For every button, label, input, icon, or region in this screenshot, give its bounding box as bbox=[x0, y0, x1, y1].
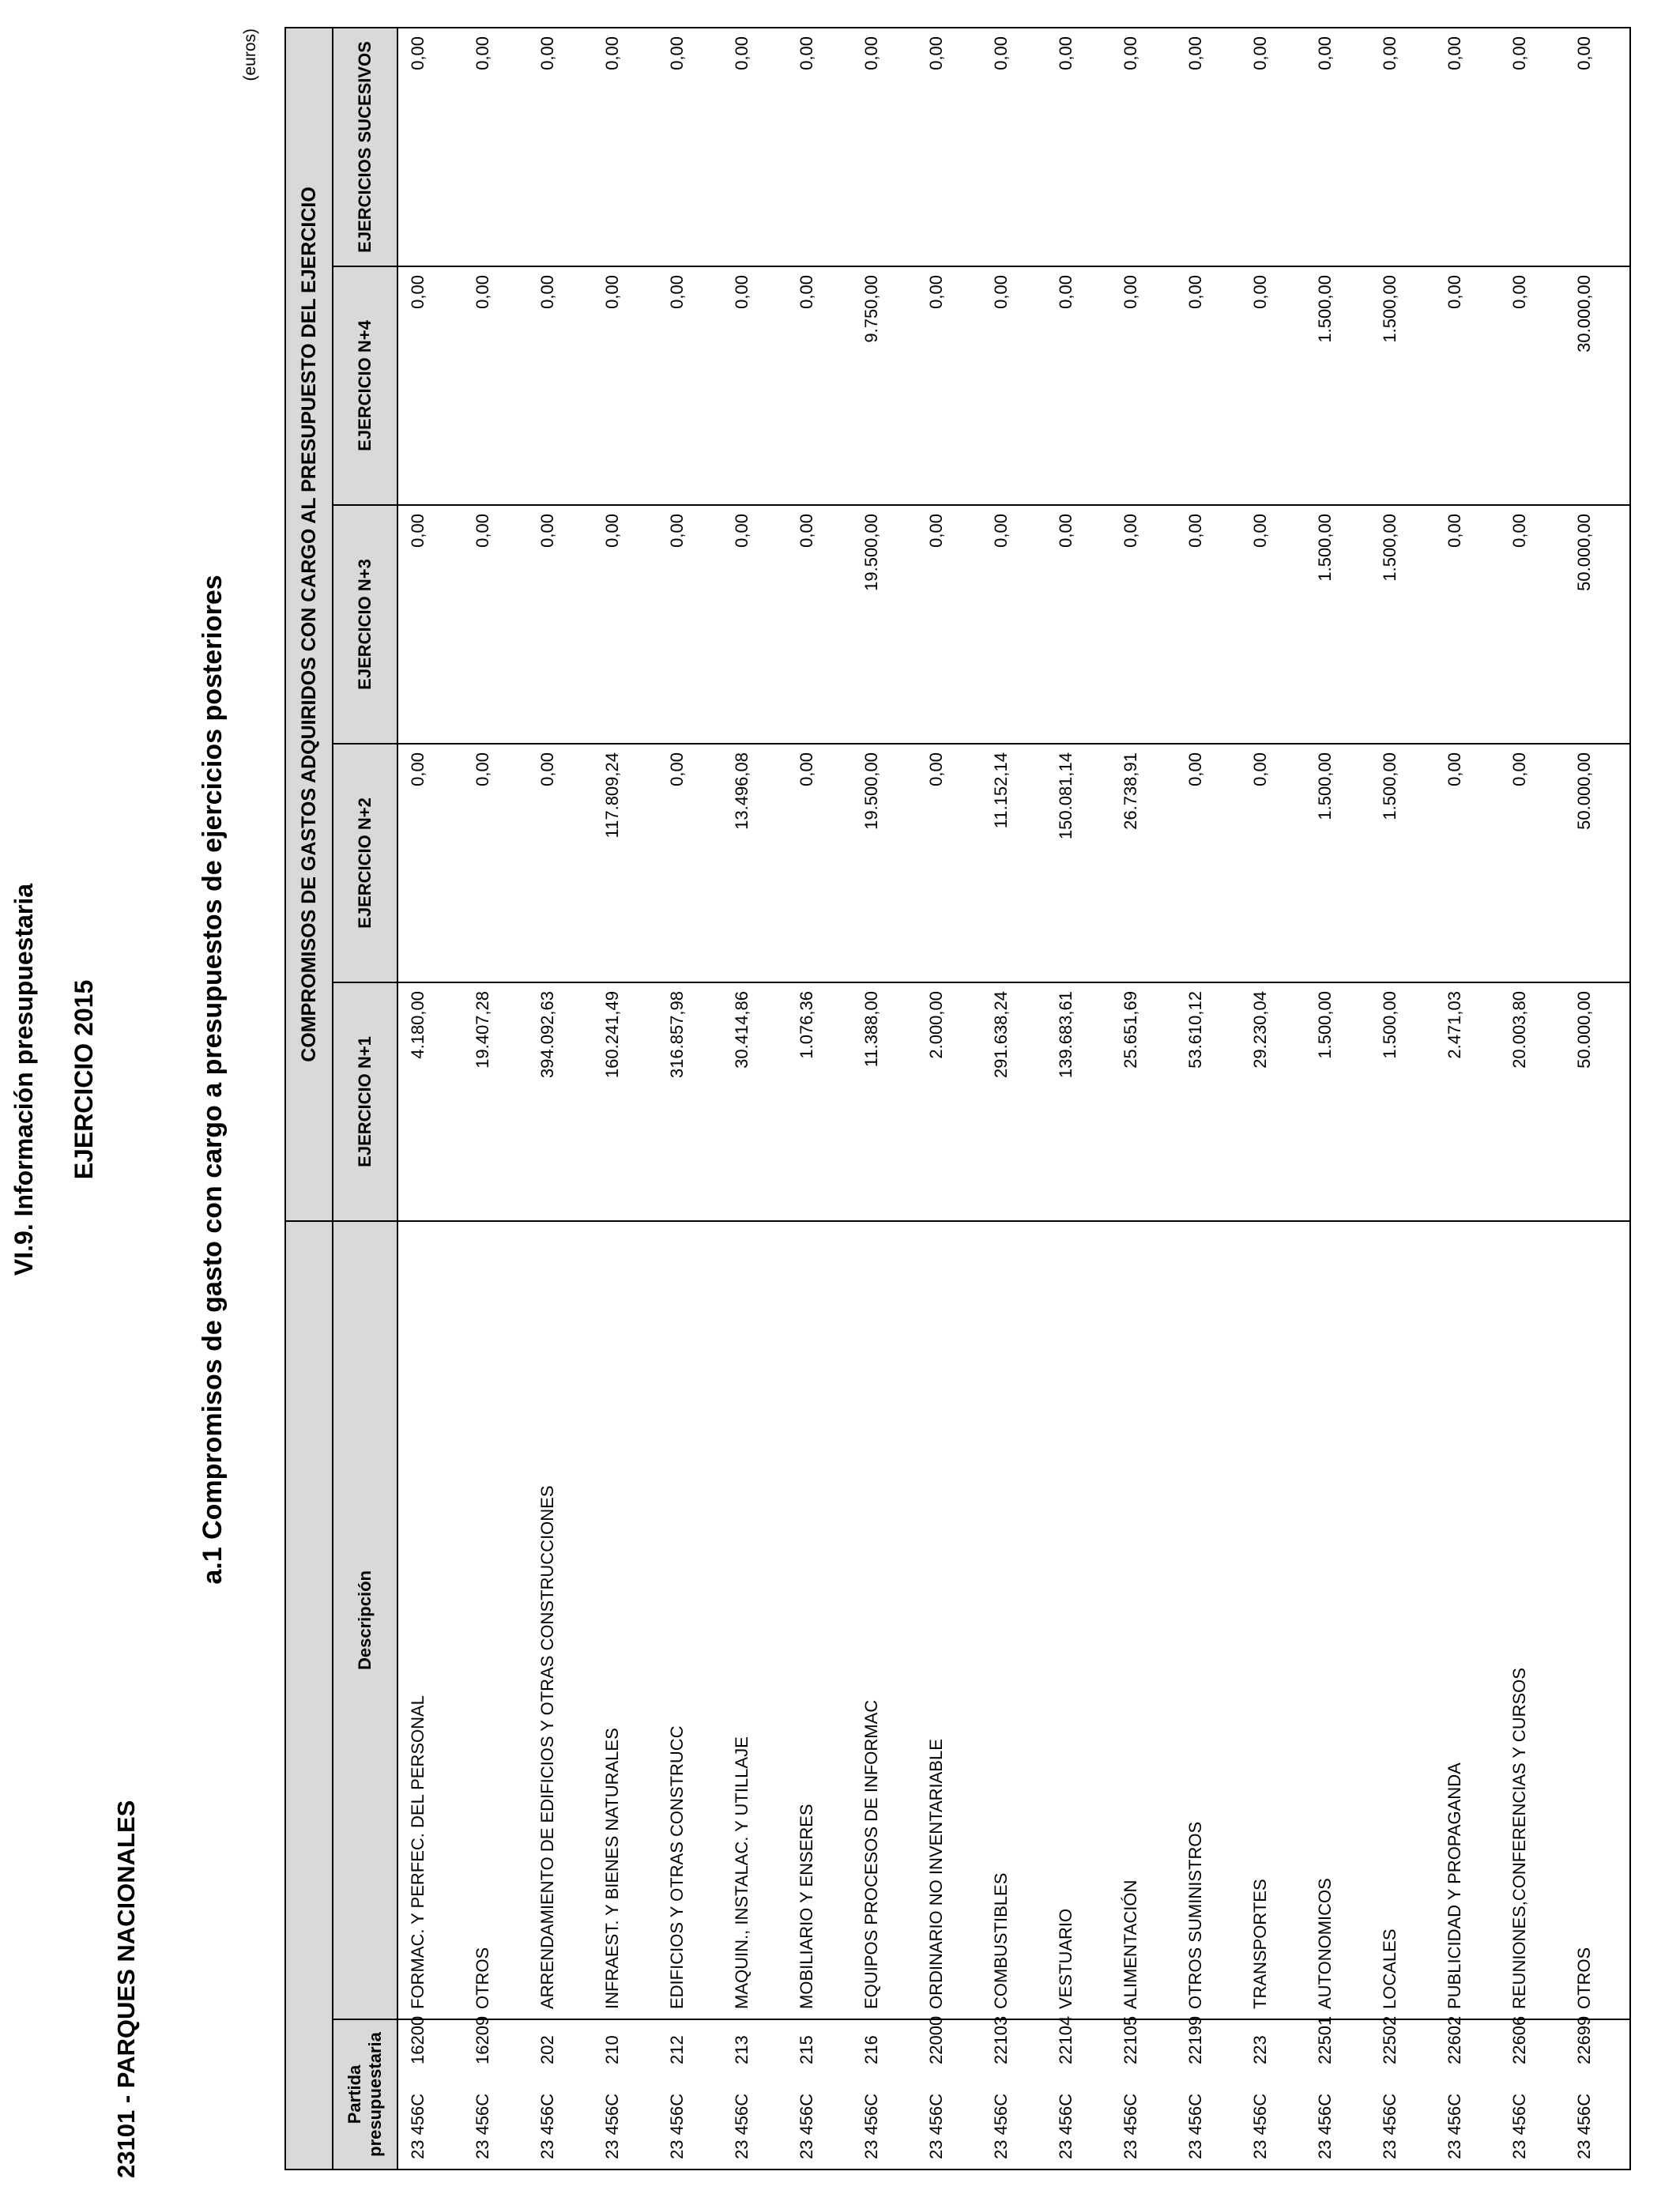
partida-cell bbox=[852, 2019, 917, 2169]
amount-n4-cell: 0,00 bbox=[397, 266, 463, 505]
concepto-code: 22606 bbox=[1509, 2015, 1529, 2064]
partida-cell bbox=[1565, 2015, 1630, 2169]
amount-n4-cell: 0,00 bbox=[1241, 266, 1305, 505]
table-row bbox=[1565, 28, 1630, 2169]
amount-n3-cell: 0,00 bbox=[463, 505, 528, 744]
amount-n1-cell: 316.857,98 bbox=[657, 982, 722, 1221]
amount-n2-cell: 13.496,08 bbox=[722, 744, 787, 982]
amount-suc-cell: 0,00 bbox=[981, 28, 1046, 266]
descripcion-cell: ORDINARIO NO INVENTARIABLE bbox=[917, 1221, 981, 2019]
amount-n4-cell: 0,00 bbox=[722, 266, 787, 505]
descripcion-cell: FORMAC. Y PERFEC. DEL PERSONAL bbox=[397, 1221, 463, 2019]
table-row bbox=[981, 28, 1046, 2169]
partida-cell bbox=[1046, 2015, 1111, 2169]
amount-n1-cell: 160.241,49 bbox=[593, 982, 657, 1221]
amount-n1-cell: 139.683,61 bbox=[1046, 982, 1111, 1221]
amount-n1-cell: 1.500,00 bbox=[1370, 982, 1435, 1221]
amount-n4-cell: 0,00 bbox=[1435, 266, 1500, 505]
amount-n3-cell: 0,00 bbox=[528, 505, 593, 744]
amount-suc-cell: 0,00 bbox=[463, 28, 528, 266]
document-title: VI.9. Información presupuestaria bbox=[9, 883, 38, 1276]
amount-n4-cell: 0,00 bbox=[787, 266, 852, 505]
amount-n3-cell: 0,00 bbox=[1176, 505, 1241, 744]
amount-n3-cell: 0,00 bbox=[1241, 505, 1305, 744]
descripcion-cell: EDIFICIOS Y OTRAS CONSTRUCC bbox=[657, 1221, 722, 2019]
amount-n2-cell: 0,00 bbox=[917, 744, 981, 982]
programa-code: 23 456C bbox=[732, 2093, 751, 2159]
concepto-code: 22502 bbox=[1380, 2015, 1399, 2064]
table-row bbox=[528, 28, 593, 2169]
amount-n4-cell: 0,00 bbox=[463, 266, 528, 505]
amount-n2-cell: 0,00 bbox=[397, 744, 463, 982]
amount-n3-cell: 0,00 bbox=[917, 505, 981, 744]
programa-code: 23 456C bbox=[1509, 2093, 1529, 2159]
programa-code: 23 456C bbox=[861, 2093, 881, 2159]
amount-n3-cell: 0,00 bbox=[1111, 505, 1176, 744]
amount-n1-cell: 1.076,36 bbox=[787, 982, 852, 1221]
descripcion-cell: INFRAEST. Y BIENES NATURALES bbox=[593, 1221, 657, 2019]
document-year: EJERCICIO 2015 bbox=[70, 979, 98, 1180]
concepto-code: 223 bbox=[1250, 2035, 1270, 2064]
amount-n2-cell: 0,00 bbox=[463, 744, 528, 982]
units-label: (euros) bbox=[241, 28, 259, 81]
col-header-n4: EJERCICIO N+4 bbox=[333, 266, 397, 505]
amount-n1-cell: 53.610,12 bbox=[1176, 982, 1241, 1221]
amount-n2-cell: 0,00 bbox=[1241, 744, 1305, 982]
amount-n1-cell: 291.638,24 bbox=[981, 982, 1046, 1221]
col-header-n2: EJERCICIO N+2 bbox=[333, 744, 397, 982]
partida-cell bbox=[463, 2015, 528, 2169]
table-row bbox=[657, 28, 722, 2169]
amount-n4-cell: 0,00 bbox=[1500, 266, 1565, 505]
partida-cell bbox=[1111, 2015, 1176, 2169]
partida-cell bbox=[981, 2015, 1046, 2169]
amount-suc-cell: 0,00 bbox=[917, 28, 981, 266]
amount-n2-cell: 0,00 bbox=[528, 744, 593, 982]
amount-suc-cell: 0,00 bbox=[593, 28, 657, 266]
descripcion-cell: COMBUSTIBLES bbox=[981, 1221, 1046, 2019]
programa-code: 23 456C bbox=[1250, 2093, 1270, 2159]
programa-code: 23 456C bbox=[991, 2093, 1011, 2159]
amount-n2-cell: 19.500,00 bbox=[852, 744, 917, 982]
concepto-code: 22105 bbox=[1121, 2015, 1140, 2064]
descripcion-cell: MAQUIN., INSTALAC. Y UTILLAJE bbox=[722, 1221, 787, 2019]
col-header-partida: Partida presupuestaria bbox=[333, 2019, 397, 2169]
amount-suc-cell: 0,00 bbox=[1565, 28, 1630, 266]
concepto-code: 22000 bbox=[926, 2015, 946, 2064]
amount-suc-cell: 0,00 bbox=[787, 28, 852, 266]
section-subtitle: a.1 Compromisos de gasto con cargo a presupuestos de ejercicios posteriores bbox=[198, 575, 228, 1585]
amount-n2-cell: 50.000,00 bbox=[1565, 744, 1630, 982]
descripcion-cell: AUTONOMICOS bbox=[1305, 1221, 1370, 2019]
amount-suc-cell: 0,00 bbox=[1370, 28, 1435, 266]
programa-code: 23 456C bbox=[537, 2093, 557, 2159]
amount-suc-cell: 0,00 bbox=[722, 28, 787, 266]
amount-n2-cell: 1.500,00 bbox=[1370, 744, 1435, 982]
col-header-sucesivos: EJERCICIOS SUCESIVOS bbox=[333, 28, 397, 266]
descripcion-cell: EQUIPOS PROCESOS DE INFORMAC bbox=[852, 1221, 917, 2019]
amount-n1-cell: 29.230,04 bbox=[1241, 982, 1305, 1221]
amount-suc-cell: 0,00 bbox=[1500, 28, 1565, 266]
descripcion-cell: OTROS SUMINISTROS bbox=[1176, 1221, 1241, 2019]
table-row bbox=[1435, 28, 1500, 2169]
amount-n1-cell: 394.092,63 bbox=[528, 982, 593, 1221]
descripcion-cell: ARRENDAMIENTO DE EDIFICIOS Y OTRAS CONSTRUCCIONES bbox=[528, 1221, 593, 2019]
amount-n4-cell: 0,00 bbox=[981, 266, 1046, 505]
concepto-code: 202 bbox=[537, 2035, 557, 2064]
table-row bbox=[1500, 28, 1565, 2169]
amount-n4-cell: 0,00 bbox=[1176, 266, 1241, 505]
programa-code: 23 456C bbox=[667, 2093, 687, 2159]
amount-n3-cell: 0,00 bbox=[981, 505, 1046, 744]
amount-n3-cell: 0,00 bbox=[397, 505, 463, 744]
amount-n1-cell: 2.471,03 bbox=[1435, 982, 1500, 1221]
descripcion-cell: OTROS bbox=[1565, 1221, 1630, 2019]
amount-n4-cell: 1.500,00 bbox=[1370, 266, 1435, 505]
descripcion-cell: ALIMENTACIÓN bbox=[1111, 1221, 1176, 2019]
amount-n3-cell: 0,00 bbox=[593, 505, 657, 744]
programa-code: 23 456C bbox=[926, 2093, 946, 2159]
partida-cell bbox=[1500, 2015, 1565, 2169]
header-blank-cell bbox=[285, 1221, 333, 2169]
table-row bbox=[1241, 28, 1305, 2169]
descripcion-cell: REUNIONES,CONFERENCIAS Y CURSOS bbox=[1500, 1221, 1565, 2019]
commitments-table bbox=[284, 27, 1631, 2170]
amount-n4-cell: 9.750,00 bbox=[852, 266, 917, 505]
amount-n3-cell: 0,00 bbox=[1435, 505, 1500, 744]
programa-code: 23 456C bbox=[1380, 2093, 1399, 2159]
concepto-code: 22104 bbox=[1056, 2015, 1075, 2064]
descripcion-cell: PUBLICIDAD Y PROPAGANDA bbox=[1435, 1221, 1500, 2019]
table-row bbox=[1111, 28, 1176, 2169]
table-body bbox=[397, 28, 1630, 2169]
table-row bbox=[1046, 28, 1111, 2169]
amount-n2-cell: 117.809,24 bbox=[593, 744, 657, 982]
concepto-code: 16200 bbox=[408, 2015, 428, 2064]
amount-n3-cell: 50.000,00 bbox=[1565, 505, 1630, 744]
table-row bbox=[722, 28, 787, 2169]
col-header-descripcion: Descripción bbox=[333, 1221, 397, 2019]
descripcion-cell: LOCALES bbox=[1370, 1221, 1435, 2019]
partida-cell bbox=[1176, 2015, 1241, 2169]
amount-n1-cell: 1.500,00 bbox=[1305, 982, 1370, 1221]
amount-n1-cell: 30.414,86 bbox=[722, 982, 787, 1221]
amount-n2-cell: 0,00 bbox=[1176, 744, 1241, 982]
amount-n3-cell: 0,00 bbox=[1500, 505, 1565, 744]
table-row bbox=[397, 28, 463, 2169]
amount-n1-cell: 4.180,00 bbox=[397, 982, 463, 1221]
table-row bbox=[917, 28, 981, 2169]
amount-n3-cell: 1.500,00 bbox=[1305, 505, 1370, 744]
amount-n3-cell: 0,00 bbox=[1046, 505, 1111, 744]
organization-name: 23101 - PARQUES NACIONALES bbox=[112, 1800, 140, 2178]
amount-n2-cell: 0,00 bbox=[1500, 744, 1565, 982]
table-row bbox=[1176, 28, 1241, 2169]
amount-n2-cell: 11.152,14 bbox=[981, 744, 1046, 982]
amount-n4-cell: 0,00 bbox=[528, 266, 593, 505]
concepto-code: 210 bbox=[602, 2035, 622, 2064]
descripcion-cell: MOBILIARIO Y ENSERES bbox=[787, 1221, 852, 2019]
partida-cell bbox=[593, 2019, 657, 2169]
amount-n3-cell: 0,00 bbox=[787, 505, 852, 744]
programa-code: 23 456C bbox=[1121, 2093, 1140, 2159]
amount-suc-cell: 0,00 bbox=[1111, 28, 1176, 266]
programa-code: 23 456C bbox=[1445, 2093, 1464, 2159]
partida-cell bbox=[1241, 2019, 1305, 2169]
concepto-code: 216 bbox=[861, 2035, 881, 2064]
amount-n4-cell: 0,00 bbox=[1111, 266, 1176, 505]
amount-n4-cell: 1.500,00 bbox=[1305, 266, 1370, 505]
table-row bbox=[463, 28, 528, 2169]
amount-n3-cell: 0,00 bbox=[722, 505, 787, 744]
concepto-code: 213 bbox=[732, 2035, 751, 2064]
amount-n1-cell: 25.651,69 bbox=[1111, 982, 1176, 1221]
amount-n2-cell: 26.738,91 bbox=[1111, 744, 1176, 982]
descripcion-cell: VESTUARIO bbox=[1046, 1221, 1111, 2019]
descripcion-cell: TRANSPORTES bbox=[1241, 1221, 1305, 2019]
group-header: COMPROMISOS DE GASTOS ADQUIRIDOS CON CARGO AL PRESUPUESTO DEL EJERCICIO bbox=[285, 28, 333, 1221]
concepto-code: 22501 bbox=[1315, 2015, 1335, 2064]
partida-cell bbox=[917, 2015, 981, 2169]
partida-cell bbox=[1305, 2015, 1370, 2169]
programa-code: 23 456C bbox=[1574, 2093, 1594, 2159]
amount-suc-cell: 0,00 bbox=[657, 28, 722, 266]
amount-n1-cell: 19.407,28 bbox=[463, 982, 528, 1221]
amount-suc-cell: 0,00 bbox=[1435, 28, 1500, 266]
partida-cell bbox=[528, 2019, 593, 2169]
concepto-code: 16209 bbox=[473, 2015, 492, 2064]
concepto-code: 22699 bbox=[1574, 2015, 1594, 2064]
amount-suc-cell: 0,00 bbox=[528, 28, 593, 266]
concepto-code: 215 bbox=[797, 2035, 816, 2064]
amount-suc-cell: 0,00 bbox=[1241, 28, 1305, 266]
table-row bbox=[1370, 28, 1435, 2169]
descripcion-cell: OTROS bbox=[463, 1221, 528, 2019]
amount-n1-cell: 11.388,00 bbox=[852, 982, 917, 1221]
concepto-code: 212 bbox=[667, 2035, 687, 2064]
amount-n2-cell: 1.500,00 bbox=[1305, 744, 1370, 982]
partida-cell bbox=[787, 2019, 852, 2169]
partida-cell bbox=[1370, 2015, 1435, 2169]
amount-n4-cell: 0,00 bbox=[657, 266, 722, 505]
concepto-code: 22602 bbox=[1445, 2015, 1464, 2064]
amount-n1-cell: 50.000,00 bbox=[1565, 982, 1630, 1221]
programa-code: 23 456C bbox=[1315, 2093, 1335, 2159]
col-header-n1: EJERCICIO N+1 bbox=[333, 982, 397, 1221]
amount-n3-cell: 0,00 bbox=[657, 505, 722, 744]
programa-code: 23 456C bbox=[1056, 2093, 1075, 2159]
table-row bbox=[593, 28, 657, 2169]
amount-n1-cell: 20.003,80 bbox=[1500, 982, 1565, 1221]
col-header-n3: EJERCICIO N+3 bbox=[333, 505, 397, 744]
partida-cell bbox=[397, 2015, 463, 2169]
concepto-code: 22199 bbox=[1185, 2015, 1205, 2064]
concepto-code: 22103 bbox=[991, 2015, 1011, 2064]
partida-cell bbox=[657, 2019, 722, 2169]
amount-suc-cell: 0,00 bbox=[1176, 28, 1241, 266]
amount-n1-cell: 2.000,00 bbox=[917, 982, 981, 1221]
table-row bbox=[787, 28, 852, 2169]
amount-suc-cell: 0,00 bbox=[1305, 28, 1370, 266]
amount-n4-cell: 0,00 bbox=[1046, 266, 1111, 505]
programa-code: 23 456C bbox=[797, 2093, 816, 2159]
amount-suc-cell: 0,00 bbox=[1046, 28, 1111, 266]
amount-n3-cell: 19.500,00 bbox=[852, 505, 917, 744]
partida-cell bbox=[722, 2019, 787, 2169]
programa-code: 23 456C bbox=[602, 2093, 622, 2159]
amount-n2-cell: 0,00 bbox=[787, 744, 852, 982]
amount-n2-cell: 0,00 bbox=[1435, 744, 1500, 982]
amount-suc-cell: 0,00 bbox=[852, 28, 917, 266]
amount-n3-cell: 1.500,00 bbox=[1370, 505, 1435, 744]
amount-n2-cell: 0,00 bbox=[657, 744, 722, 982]
programa-code: 23 456C bbox=[473, 2093, 492, 2159]
amount-n2-cell: 150.081,14 bbox=[1046, 744, 1111, 982]
amount-n4-cell: 30.000,00 bbox=[1565, 266, 1630, 505]
programa-code: 23 456C bbox=[408, 2093, 428, 2159]
programa-code: 23 456C bbox=[1185, 2093, 1205, 2159]
partida-cell bbox=[1435, 2015, 1500, 2169]
table-row bbox=[1305, 28, 1370, 2169]
amount-n4-cell: 0,00 bbox=[593, 266, 657, 505]
table-row bbox=[852, 28, 917, 2169]
amount-suc-cell: 0,00 bbox=[397, 28, 463, 266]
amount-n4-cell: 0,00 bbox=[917, 266, 981, 505]
